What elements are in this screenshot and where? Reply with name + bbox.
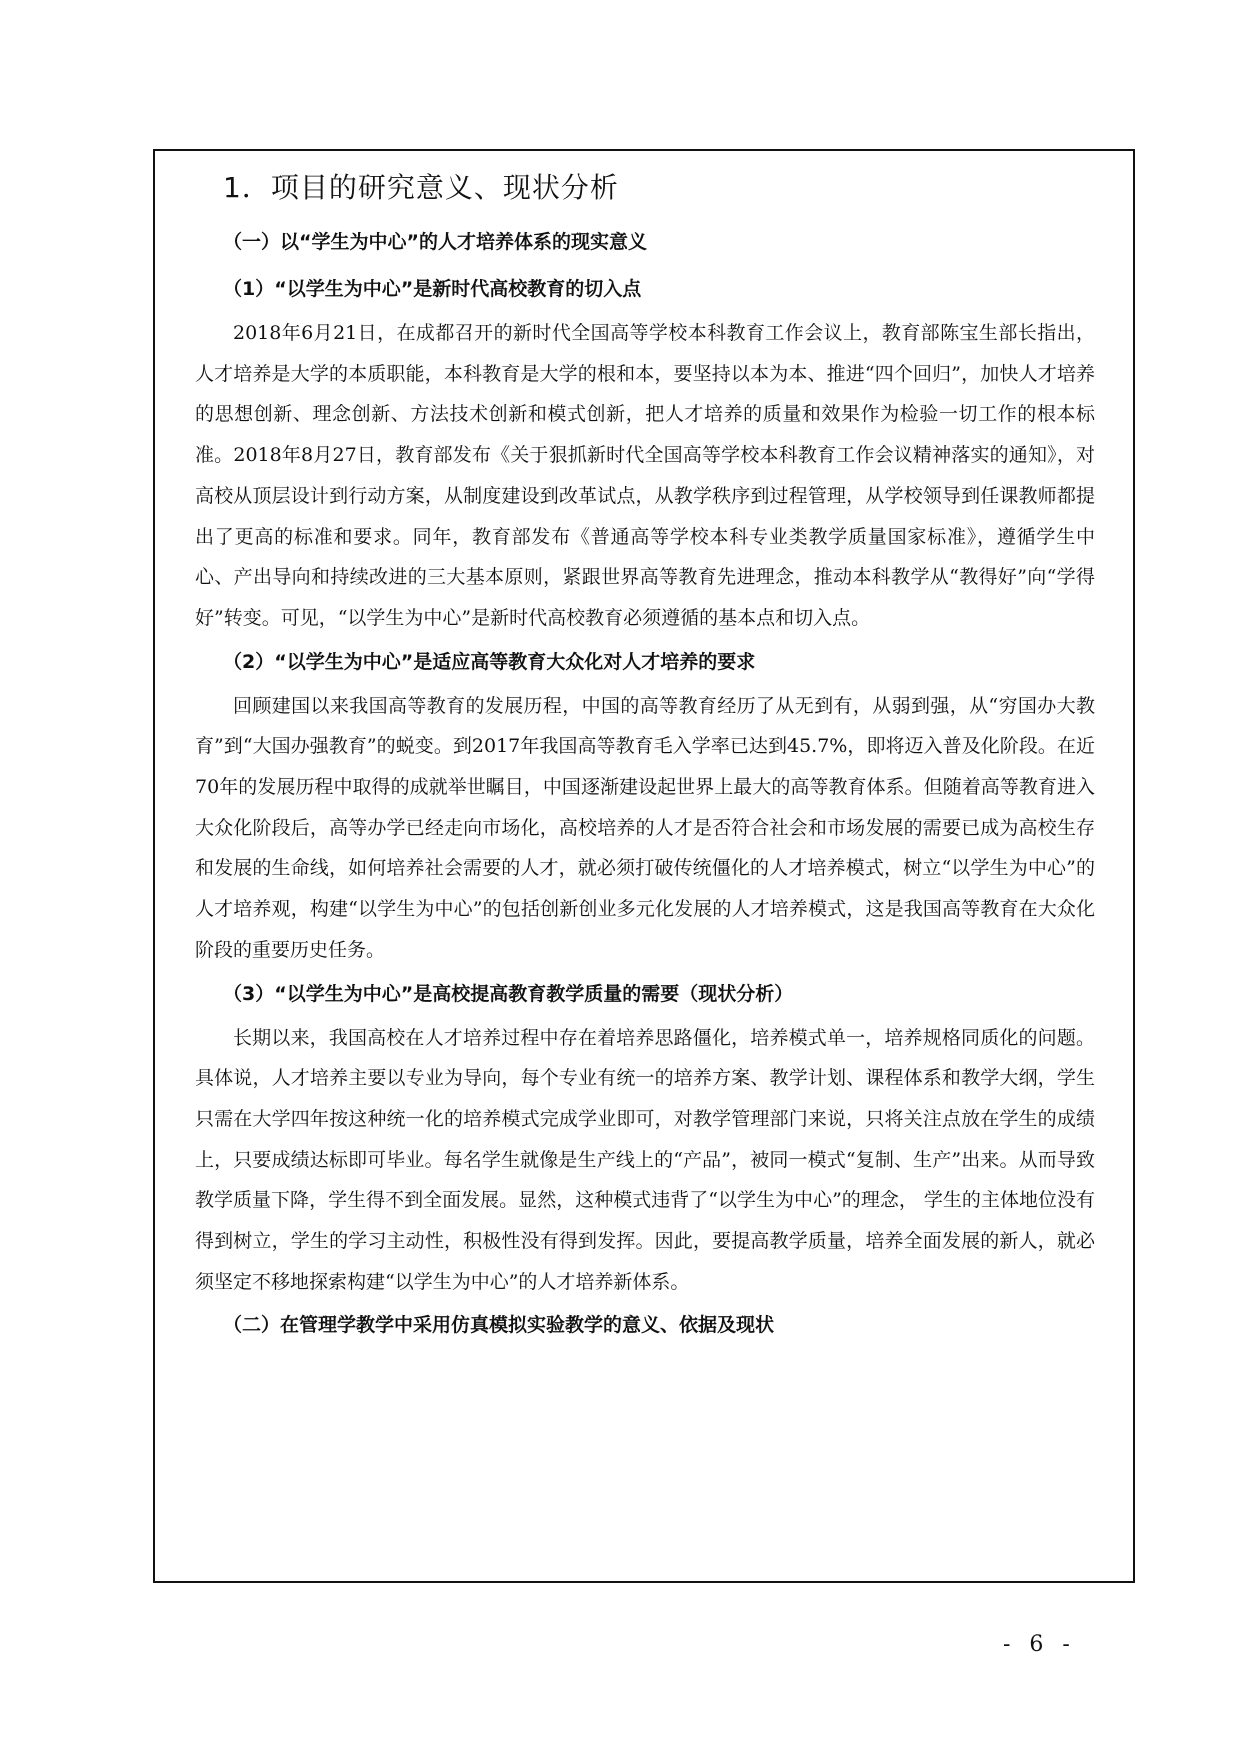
paragraph-1: 2018年6月21日，在成都召开的新时代全国高等学校本科教育工作会议上，教育部陈宝生部长指出，人才培养是大学的本质职能，本科教育是大学的根和本，要坚持以本为本、推进“四个回归”，加快人才培养的思想创新、理念创新、方法技术创新和模式创新，把人才培养的质量和效果作为检验一切工作的根本标准。2018年8月27日，教育部发布《关于狠抓新时代全国高等学校本科教育工作会议精神落实的通知》，对高校从顶层设计到行动方案，从制度建设到改革试点，从教学秩序到过程管理，从学校领导到任课教师都提出了更高的标准和要求。同年，教育部发布《普通高等学校本科专业类教学质量国家标准》，遵循学生中心、产出导向和持续改进的三大基本原则，紧跟世界高等教育先进理念，推动本科教学从“教得好”向“学得好”转变。可见，“以学生为中心”是新时代高校教育必须遵循的基本点和切入点。 xyxy=(195,322,1095,629)
point-heading-2: （2）“以学生为中心”是适应高等教育大众化对人才培养的要求 xyxy=(223,650,756,673)
page-number: - 6 - xyxy=(1003,1632,1076,1657)
paragraph-2: 回顾建国以来我国高等教育的发展历程，中国的高等教育经历了从无到有，从弱到强，从“穷国办大教育”到“大国办强教育”的蜕变。到2017年我国高等教育毛入学率已达到45.7%，即将迈入普及化阶段。在近70年的发展历程中取得的成就举世瞩目，中国逐渐建设起世界上最大的高等教育体系。但随着高等教育进入大众化阶段后，高等办学已经走向市场化，高校培养的人才是否符合社会和市场发展的需要已成为高校生存和发展的生命线，如何培养社会需要的人才，就必须打破传统僵化的人才培养模式，树立“以学生为中心”的人才培养观，构建“以学生为中心”的包括创新创业多元化发展的人才培养模式，这是我国高等教育在大众化阶段的重要历史任务。 xyxy=(195,694,1095,961)
point-heading-1: （1）“以学生为中心”是新时代高校教育的切入点 xyxy=(223,278,642,300)
subsection-heading-1: （一）以“学生为中心”的人才培养体系的现实意义 xyxy=(223,231,647,253)
paragraph-3: 长期以来，我国高校在人才培养过程中存在着培养思路僵化，培养模式单一，培养规格同质化的问题。具体说，人才培养主要以专业为导向，每个专业有统一的培养方案、教学计划、课程体系和教学大纲，学生只需在大学四年按这种统一化的培养模式完成学业即可，对教学管理部门来说，只将关注点放在学生的成绩上，只要成绩达标即可毕业。每名学生就像是生产线上的“产品”，被同一模式“复制、生产”出来。从而导致教学质量下降，学生得不到全面发展。显然，这种模式违背了“以学生为中心”的理念， 学生的主体地位没有得到树立，学生的学习主动性，积极性没有得到发挥。因此，要提高教学质量，培养全面发展的新人，就必须坚定不移地探索构建“以学生为中心”的人才培养新体系。 xyxy=(195,1026,1095,1293)
point-heading-3: （3）“以学生为中心”是高校提高教育教学质量的需要（现状分析） xyxy=(223,982,794,1005)
subsection-heading-2: （二）在管理学教学中采用仿真模拟实验教学的意义、依据及现状 xyxy=(223,1314,775,1337)
document-frame xyxy=(153,149,1135,1583)
document-content xyxy=(195,161,1095,1349)
section-title: 1．项目的研究意义、现状分析 xyxy=(223,171,619,204)
